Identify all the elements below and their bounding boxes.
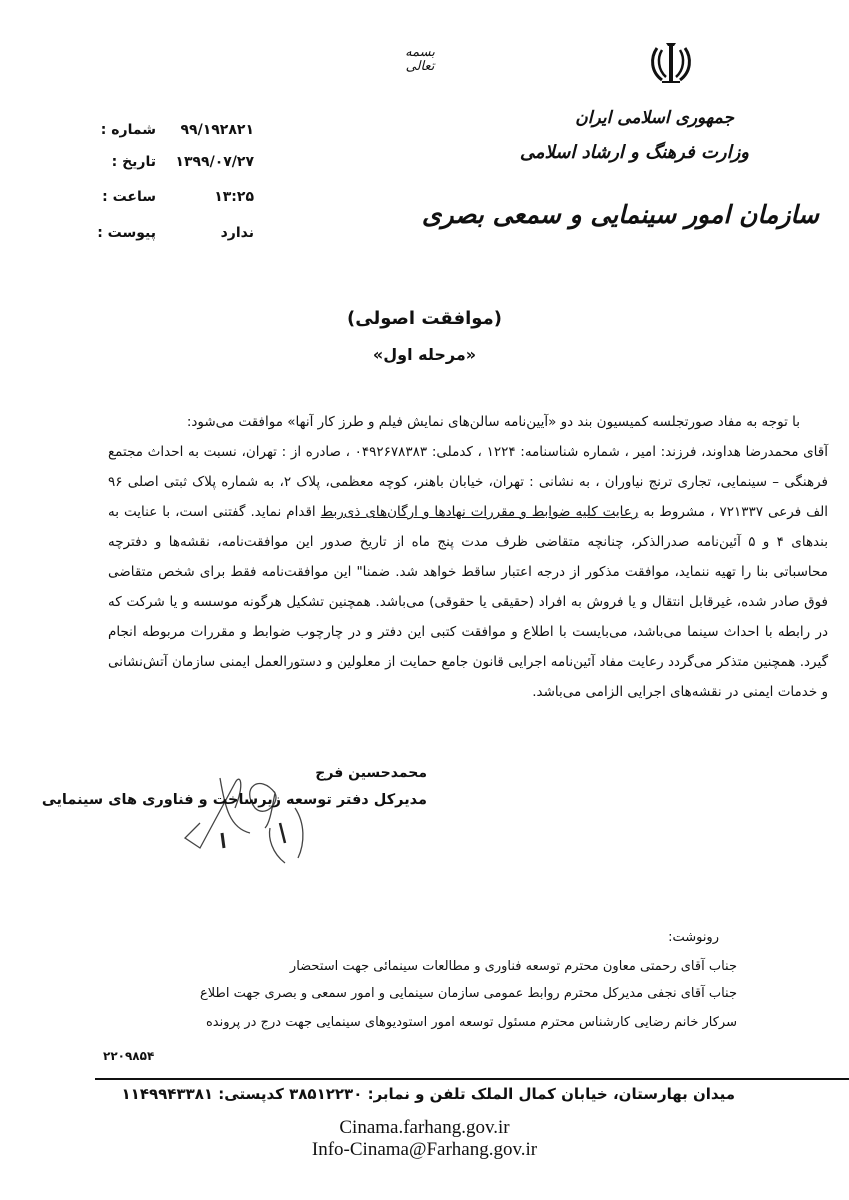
body-text-part: آقای محمدرضا هداوند، فرزند: امیر ، شماره شناسنامه: ۱۲۲۴ ، کدملی: ۰۴۹۲۶۷۸۳۸۳ ، صادره از : تهران، نسبت به احداث مجتمع فرهنگی – سینمایی، تجاری ترنج نیاوران ، به نشانی : تهران، خیابان باهنر، کوچه معظمی، پلاک ۲، به شماره پلاک ثبتی اصلی ۹۶ الف فرعی ۷۲۱۳۳۷ ، مشروط به xyxy=(108,444,829,520)
footer-website-link[interactable]: Cinama.farhang.gov.ir xyxy=(339,1117,510,1138)
ministry-line-organization: سازمان امور سینمایی و سمعی بصری xyxy=(421,200,819,229)
meta-value: ۱۳۹۹/۰۷/۲۷ xyxy=(175,154,254,170)
meta-attachment xyxy=(94,225,254,241)
meta-label: ساعت : xyxy=(102,189,156,205)
body-intro: با توجه به مفاد صورتجلسه کمیسیون بند دو «آیین‌نامه سالن‌های نمایش فیلم و طرز کار آنها» موافقت می‌شود: xyxy=(186,414,800,430)
footer-address: میدان بهارستان، خیابان کمال الملک تلفن و نمابر: ۳۸۵۱۲۲۳۰ کدپستی: ۱۱۴۹۹۴۳۳۸۱ xyxy=(121,1085,735,1103)
cc-recipient: جناب آقای نجفی مدیرکل محترم روابط عمومی سازمان سینمایی و امور سمعی و بصری جهت اطلاع xyxy=(200,986,737,1001)
meta-label: پیوست : xyxy=(97,225,156,241)
letter-body xyxy=(108,407,828,707)
meta-date xyxy=(94,154,254,170)
signer-name: محمدحسین فرج xyxy=(315,765,427,781)
meta-value: ۹۹/۱۹۲۸۲۱ xyxy=(180,122,254,138)
cc-recipient: سرکار خانم رضایی کارشناس محترم مسئول توسعه امور استودیوهای سینمایی جهت درج در پرونده xyxy=(205,1015,737,1030)
body-text-part: اقدام نماید. گفتنی است، با عنایت به بندهای ۴ و ۵ آئین‌نامه صدرالذکر، چنانچه متقاضی ظرف مدت پنج ماه از تاریخ صدور این موافقت‌نامه، نقشه‌ها و دفترچه محاسباتی بنا را تهیه ننماید، موافقت مذکور از درجه اعتبار ساقط خواهد شد. ضمنا" این موافقت‌نامه فقط برای شخص متقاضی فوق صادر شده، غیرقابل انتقال و یا فروش به افراد (حقیقی یا حقوقی) می‌باشد. همچنین تشکیل هرگونه موسسه و یا شرکت که در رابطه با احداث سینما می‌باشد، می‌بایست با اطلاع و موافقت کتبی این دفتر و در چارچوب ضوابط و مقررات مربوطه انجام گیرد. همچنین متذکر می‌گردد رعایت مفاد آئین‌نامه اجرایی قانون جامع حمایت از معلولین و دستورالعمل ایمنی سازمان آتش‌نشانی و خدمات ایمنی در نقشه‌های اجرایی الزامی می‌باشد. xyxy=(108,504,828,700)
reference-number: ۲۲۰۹۸۵۴ xyxy=(103,1049,155,1063)
meta-value: ندارد xyxy=(220,225,254,241)
ministry-line-ministry: وزارت فرهنگ و ارشاد اسلامی xyxy=(519,142,749,163)
document-title: (موافقت اصولی) xyxy=(347,308,502,329)
meta-time xyxy=(94,189,254,205)
footer-email-link[interactable]: Info-Cinama@Farhang.gov.ir xyxy=(311,1139,538,1160)
meta-label: شماره : xyxy=(100,122,156,138)
meta-number xyxy=(94,122,254,138)
meta-value: ۱۳:۲۵ xyxy=(214,189,254,205)
cc-recipient: جناب آقای رحمتی معاون محترم توسعه فناوری و مطالعات سینمائی جهت استحضار xyxy=(289,959,737,974)
body-paragraph xyxy=(108,437,828,707)
body-underlined-text: رعایت کلیه ضوابط و مقررات نهادها و ارگان‌های ذی‌ربط xyxy=(320,504,639,520)
meta-label: تاریخ : xyxy=(111,154,156,170)
cc-heading: رونوشت: xyxy=(668,930,719,945)
ministry-line-country: جمهوری اسلامی ایران xyxy=(575,108,734,128)
footer-divider xyxy=(95,1078,849,1080)
basmala: بسمه تعالی xyxy=(405,45,435,74)
iran-emblem-icon xyxy=(648,40,694,86)
signer-title: مدیرکل دفتر توسعه زیرساخت و فناوری های سینمایی xyxy=(41,792,427,808)
handwritten-signature xyxy=(180,768,330,868)
document-subtitle: «مرحله اول» xyxy=(372,345,477,364)
